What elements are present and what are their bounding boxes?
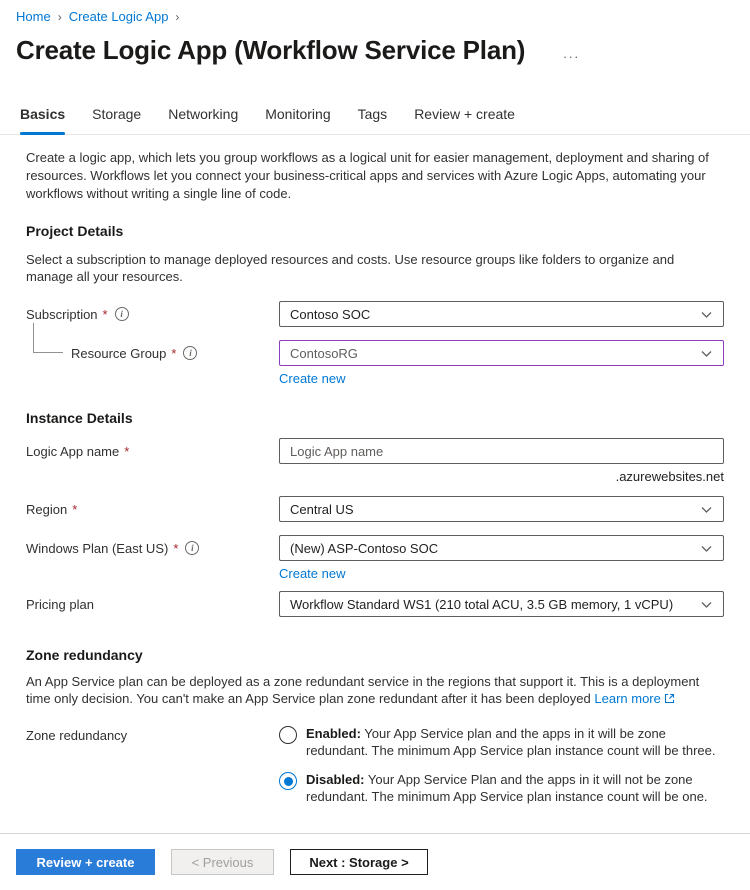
required-asterisk: * — [102, 306, 108, 322]
zone-redundancy-options — [279, 725, 724, 805]
info-icon[interactable]: i — [183, 346, 197, 360]
pricing-plan-dropdown[interactable] — [279, 591, 724, 617]
windows-plan-create-new-link[interactable]: Create new — [279, 566, 346, 581]
logic-app-name-row — [0, 438, 750, 464]
breadcrumb-link-create-logic-app[interactable]: Create Logic App — [68, 9, 169, 24]
subscription-dropdown[interactable] — [279, 301, 724, 327]
resource-group-value: ContosoRG — [290, 345, 358, 361]
hierarchy-connector-line — [33, 323, 63, 353]
project-details-heading: Project Details — [26, 223, 124, 239]
more-options-icon[interactable]: ... — [563, 46, 581, 61]
windows-plan-value: (New) ASP-Contoso SOC — [290, 540, 439, 556]
logic-app-name-input[interactable] — [279, 438, 724, 464]
resource-group-row — [0, 340, 750, 366]
resource-group-label: Resource Group * i — [26, 346, 279, 361]
subscription-value: Contoso SOC — [290, 306, 371, 322]
tab-tags[interactable]: Tags — [357, 106, 388, 122]
tab-basics[interactable]: Basics — [20, 104, 65, 134]
required-asterisk: * — [173, 540, 179, 556]
page-header — [0, 24, 750, 66]
zone-redundancy-option-row — [0, 725, 750, 805]
review-create-button[interactable]: Review + create — [16, 849, 155, 875]
zone-redundancy-label: Zone redundancy — [26, 728, 128, 743]
instance-details-heading: Instance Details — [26, 410, 133, 426]
breadcrumb — [0, 0, 750, 24]
subscription-row — [0, 301, 750, 327]
required-asterisk: * — [124, 443, 130, 459]
windows-plan-row — [0, 535, 750, 561]
breadcrumb-link-home[interactable]: Home — [16, 9, 51, 24]
project-details-description: Select a subscription to manage deployed resources and costs. Use resource groups like folders to organize and manage all your resources. — [26, 252, 675, 284]
disabled-option-text: Disabled: Your App Service Plan and the apps in it will not be zone redundant. The minimum App Service plan instance count will be one. — [306, 772, 708, 804]
domain-suffix: .azurewebsites.net — [615, 469, 724, 484]
chevron-down-icon — [700, 503, 713, 516]
intro-text: Create a logic app, which lets you group workflows as a logical unit for easier management, deployment and sharing of resources. Workflows let you connect your business-critical apps and services with Azure Logic Apps, automating your workflows without writing a single line of code. — [26, 150, 709, 201]
tab-bar — [0, 104, 750, 135]
tab-networking[interactable]: Networking — [168, 106, 239, 122]
pricing-plan-row — [0, 591, 750, 617]
domain-suffix-row — [0, 464, 750, 484]
footer-action-bar — [0, 833, 750, 890]
chevron-down-icon — [700, 308, 713, 321]
required-asterisk: * — [72, 501, 78, 517]
windows-plan-dropdown[interactable] — [279, 535, 724, 561]
breadcrumb-separator-icon: › — [57, 10, 62, 24]
zone-redundancy-enabled-option[interactable] — [279, 725, 724, 759]
tab-review-create[interactable]: Review + create — [414, 106, 515, 122]
tab-monitoring[interactable]: Monitoring — [265, 106, 331, 122]
subscription-label: Subscription * i — [26, 307, 279, 322]
pricing-plan-label: Pricing plan — [26, 596, 94, 612]
info-icon[interactable]: i — [115, 307, 129, 321]
chevron-down-icon — [700, 598, 713, 611]
chevron-down-icon — [700, 347, 713, 360]
breadcrumb-separator-icon: › — [175, 10, 180, 24]
external-link-icon — [664, 693, 675, 704]
region-value: Central US — [290, 501, 354, 517]
learn-more-link[interactable]: Learn more — [594, 691, 661, 706]
logic-app-name-label: Logic App name * — [26, 443, 130, 459]
region-label: Region * — [26, 501, 78, 517]
region-row — [0, 496, 750, 522]
resource-group-create-new-link[interactable]: Create new — [279, 371, 346, 386]
tab-storage[interactable]: Storage — [92, 106, 142, 122]
page-title: Create Logic App (Workflow Service Plan) — [16, 35, 526, 65]
info-icon[interactable]: i — [185, 541, 199, 555]
windows-plan-create-new-row — [0, 561, 750, 581]
radio-selected-icon[interactable] — [279, 772, 297, 790]
pricing-plan-value: Workflow Standard WS1 (210 total ACU, 3.5 GB memory, 1 vCPU) — [290, 596, 674, 612]
zone-redundancy-disabled-option[interactable] — [279, 771, 724, 805]
zone-redundancy-heading: Zone redundancy — [26, 647, 143, 663]
resource-group-create-new-row — [0, 366, 750, 386]
radio-unselected-icon[interactable] — [279, 726, 297, 744]
next-storage-button[interactable]: Next : Storage > — [290, 849, 428, 875]
zone-redundancy-description: An App Service plan can be deployed as a zone redundant service in the regions that support it. This is a deployment time only decision. You can't make an App Service plan zone redundant after it has been deployed Learn more — [26, 674, 700, 706]
required-asterisk: * — [171, 345, 177, 361]
previous-button[interactable]: < Previous — [171, 849, 274, 875]
windows-plan-label: Windows Plan (East US) * i — [26, 541, 279, 556]
region-dropdown[interactable] — [279, 496, 724, 522]
chevron-down-icon — [700, 542, 713, 555]
enabled-option-text: Enabled: Your App Service plan and the apps in it will be zone redundant. The minimum App Service plan instance count will be three. — [306, 726, 716, 758]
resource-group-dropdown[interactable] — [279, 340, 724, 366]
